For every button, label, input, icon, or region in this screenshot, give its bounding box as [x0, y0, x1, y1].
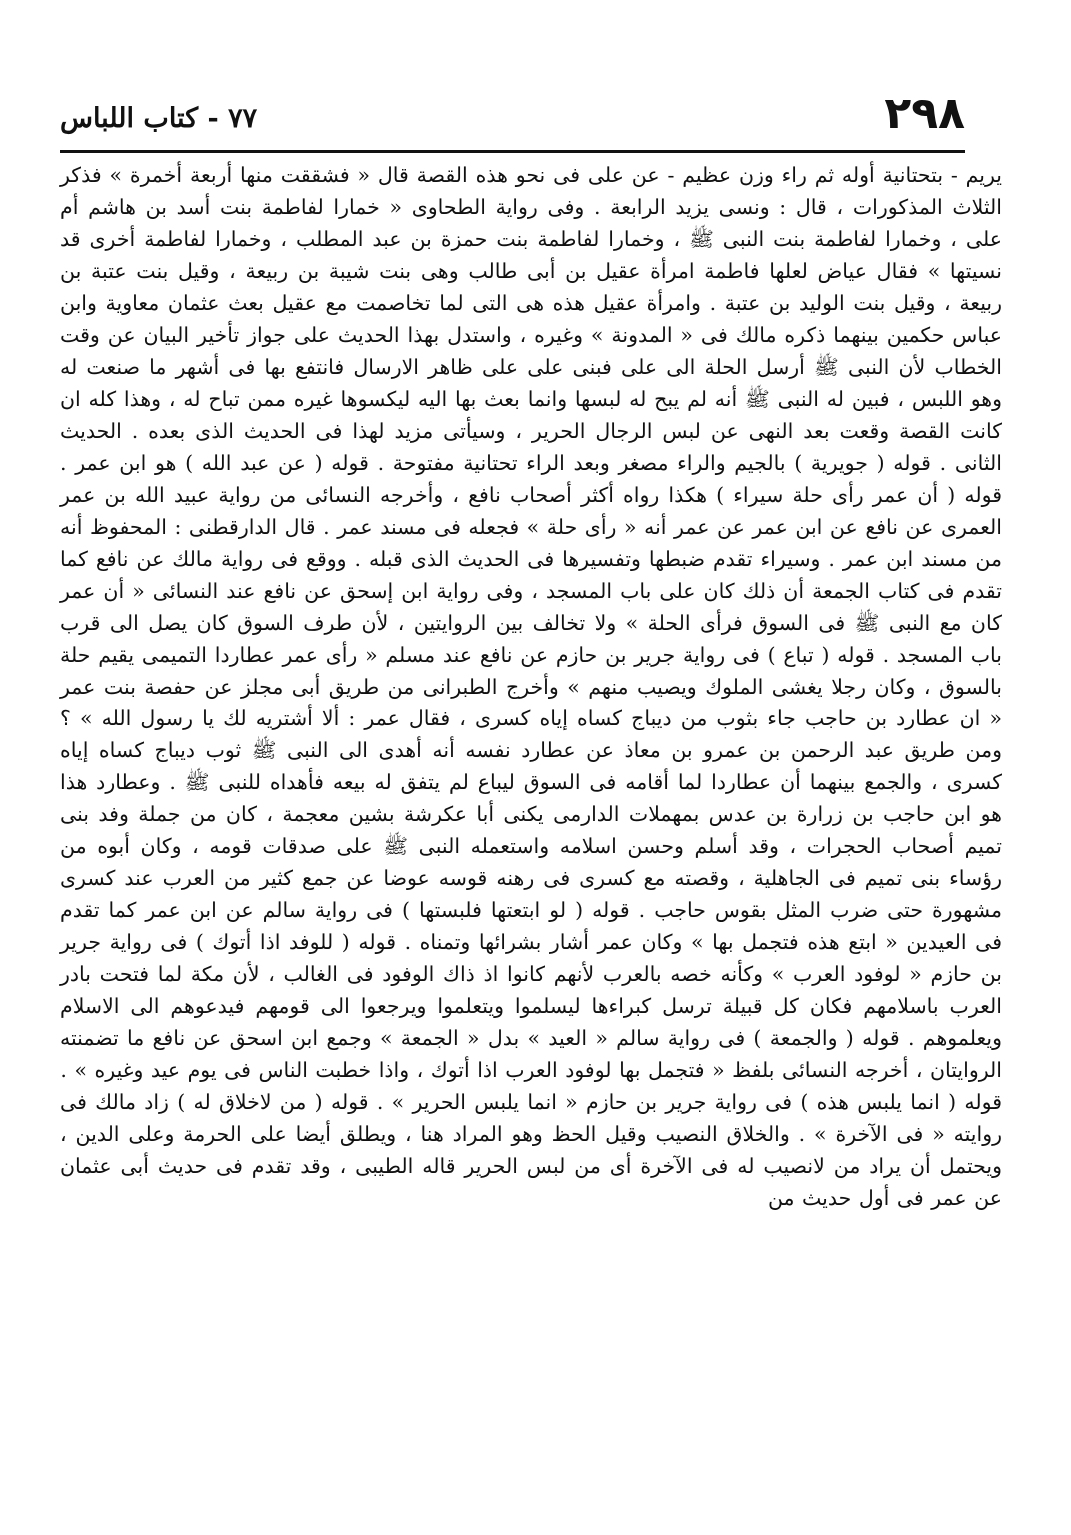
chapter-title: ٧٧ - كتاب اللباس — [60, 103, 258, 134]
body-text — [60, 160, 1002, 1215]
page-header — [60, 88, 965, 150]
page-number: ٢٩٨ — [884, 88, 965, 139]
header-rule — [60, 150, 965, 153]
paragraph: قوله ( انما يلبس هذه ) فى رواية جرير بن حازم « انما يلبس الحرير » . قوله ( من لاخلاق له ) زاد مالك فى روايته « فى الآخرة » . والخلاق النصيب وقيل الحظ وهو المراد هنا ، ويطلق أيضا على الحرمة وعلى الدين ، ويحتمل أن يراد من لانصيب له فى الآخرة أى من لبس الحرير قاله الطيبى ، وقد تقدم فى حديث أبى عثمان عن عمر فى أول حديث من — [60, 1090, 1002, 1210]
paragraph: يريم - بتحتانية أوله ثم راء وزن عظيم - عن على فى نحو هذه القصة قال « فشققت منها أربعة أخمرة » فذكر الثلاث المذكورات ، قال : ونسى يزيد الرابعة . وفى رواية الطحاوى « خمارا لفاطمة بنت أسد بن هاشم أم على ، وخمارا لفاطمة بنت النبى ﷺ ، وخمارا لفاطمة بنت حمزة بن عبد المطلب ، وخمارا لفاطمة أخرى قد نسيتها » فقال عياض لعلها فاطمة امرأة عقيل بن أبى طالب وهى بنت شيبة بن ربيعة ، وقيل بنت عتبة بن ربيعة ، وقيل بنت الوليد بن عتبة . وامرأة عقيل هذه هى التى لما تخاصمت مع عقيل بعث عثمان معاوية وابن عباس حكمين بينهما ذكره مالك فى « المدونة » وغيره ، واستدل بهذا الحديث على جواز تأخير البيان عن وقت الخطاب لأن النبى ﷺ أرسل الحلة الى على فبنى على على ظاهر الارسال فانتفع بها فى أشهر ما صنعت له وهو اللبس ، فبين له النبى ﷺ أنه لم يبح له لبسها وانما بعث بها اليه ليكسوها غيره ممن تباح له ، وهذا كله ان كانت القصة وقعت بعد النهى عن لبس الرجال الحرير ، وسيأتى مزيد لهذا فى الحديث الذى بعده . الحديث الثانى . قوله ( جويرية ) بالجيم والراء مصغر وبعد الراء تحتانية مفتوحة . قوله ( عن عبد الله ) هو ابن عمر . قوله ( أن عمر رأى حلة سيراء ) هكذا رواه أكثر أصحاب نافع ، وأخرجه النسائى من رواية عبيد الله بن عمر العمرى عن نافع عن ابن عمر عن عمر أنه « رأى حلة » فجعله فى مسند عمر . قال الدارقطنى : المحفوظ أنه من مسند ابن عمر . وسيراء تقدم ضبطها وتفسيرها فى الحديث الذى قبله . ووقع فى رواية مالك عن نافع كما تقدم فى كتاب الجمعة أن ذلك كان على باب المسجد ، وفى رواية ابن إسحق عن نافع عند النسائى « أن عمر كان مع النبى ﷺ فى السوق فرأى الحلة » ولا تخالف بين الروايتين ، لأن طرف السوق كان يصل الى قرب باب المسجد . قوله ( تباع ) فى رواية جرير بن حازم عن نافع عند مسلم « رأى عمر عطاردا التميمى يقيم حلة بالسوق ، وكان رجلا يغشى الملوك ويصيب منهم » وأخرج الطبرانى من طريق أبى مجلز عن حفصة بنت عمر « ان عطارد بن حاجب جاء بثوب من ديباج كساه إياه كسرى ، فقال عمر : ألا أشتريه لك يا رسول الله » ؟ ومن طريق عبد الرحمن بن عمرو بن معاذ عن عطارد نفسه أنه أهدى الى النبى ﷺ ثوب ديباج كساه إياه كسرى ، والجمع بينهما أن عطاردا لما أقامه فى السوق ليباع لم يتفق له بيعه فأهداه للنبى ﷺ . وعطارد هذا هو ابن حاجب بن زرارة بن عدس بمهملات الدارمى يكنى أبا عكرشة بشين معجمة ، كان من جملة وفد بنى تميم أصحاب الحجرات ، وقد أسلم وحسن اسلامه واستعمله النبى ﷺ على صدقات قومه ، وكان أبوه من رؤساء بنى تميم فى الجاهلية ، وقصته مع كسرى فى رهنه قوسه عوضا عن جمع كثير من العرب عند كسرى مشهورة حتى ضرب المثل بقوس حاجب . قوله ( لو ابتعتها فلبستها ) فى رواية سالم عن ابن عمر كما تقدم فى العيدين « ابتع هذه فتجمل بها » وكان عمر أشار بشرائها وتمناه . قوله ( للوفد اذا أتوك ) فى رواية جرير بن حازم « لوفود العرب » وكأنه خصه بالعرب لأنهم كانوا اذ ذاك الوفود فى الغالب ، لأن مكة لما فتحت بادر العرب باسلامهم فكان كل قبيلة ترسل كبراءها ليسلموا ويتعلموا ويرجعوا الى قومهم فيدعوهم الى الاسلام ويعلموهم . قوله ( والجمعة ) فى رواية سالم « العيد » بدل « الجمعة » وجمع ابن اسحق عن نافع ما تضمنته الروايتان ، أخرجه النسائى بلفظ « فتجمل بها لوفود العرب اذا أتوك ، واذا خطبت الناس فى يوم عيد وغيره » . — [60, 163, 1002, 1083]
